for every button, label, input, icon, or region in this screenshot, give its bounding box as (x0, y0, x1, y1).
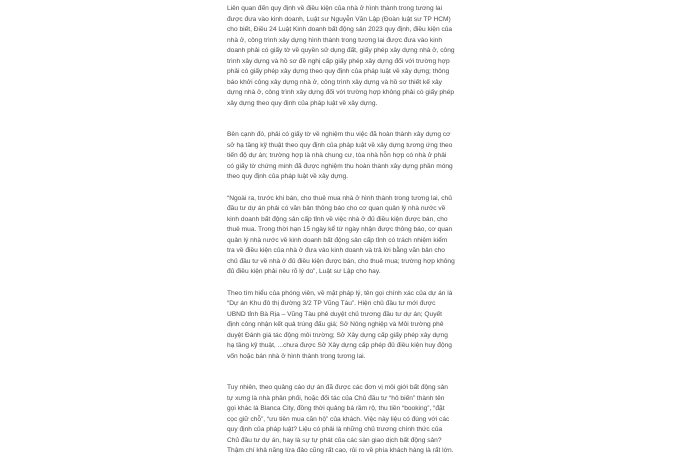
article-paragraph: Tuy nhiên, theo quảng cáo dự án đã được các đơn vị môi giới bất động sản tự xưng là nhà phân phối, hoặc đối tác của Chủ đầu tư “hô biến” thành tên gọi khác là Blanca City, đồng thời quảng bá rầm rộ, thu tiền “booking”, “đặt cọc giữ chỗ”, “ưu tiên mua căn hộ” của khách. Việc này liệu có đúng với các quy định của pháp luật? Liệu có phải là những chủ trương chính thức của Chủ đầu tư dự án, hay là sự tự phát của các sàn giao dịch bất động sản? Thậm chí khả năng lừa đảo cũng rất cao, rủi ro về phía khách hàng là rất lớn. (227, 384, 454, 454)
article-paragraph: Bên cạnh đó, phải có giấy tờ về nghiệm thu việc đã hoàn thành xây dựng cơ sở hạ tầng kỹ thuật theo quy định của pháp luật về xây dựng tương ứng theo tiến độ dự án; trường hợp là nhà chung cư, tòa nhà hỗn hợp có nhà ở phải có giấy tờ chứng minh đã được nghiệm thu hoàn thành xây dựng phần móng theo quy định của pháp luật về xây dựng. (227, 131, 453, 180)
article-body (227, 4, 455, 457)
paragraph-spacer (227, 109, 455, 130)
article-paragraph: Theo tìm hiểu của phóng viên, về mặt pháp lý, tên gọi chính xác của dự án là “Dự án Khu đô thị đường 3/2 TP Vũng Tàu”. Hiện chủ đầu tư mới được UBND tỉnh Bà Rịa – Vũng Tàu phê duyệt chủ trương đầu tư dự án; Quyết định công nhận kết quả trúng đấu giá; Sở Nông nghiệp và Môi trường phê duyệt Đánh giá tác động môi trường; Sở Xây dựng cấp giấy phép xây dựng hạ tầng kỹ thuật, ...chưa được Sở Xây dựng cấp phép đủ điều kiện huy động vốn hoặc bán nhà ở hình thành trong tương lai. (227, 289, 453, 360)
paragraph-spacer (227, 278, 455, 289)
paragraph-spacer (227, 362, 455, 383)
paragraph-spacer (227, 183, 455, 194)
article-paragraph: “Ngoài ra, trước khi bán, cho thuê mua nhà ở hình thành trong tương lai, chủ đầu tư dự án phải có văn bản thông báo cho cơ quan quản lý nhà nước về kinh doanh bất động sản cấp tỉnh về việc nhà ở đủ điều kiện được bán, cho thuê mua. Trong thời hạn 15 ngày kể từ ngày nhận được thông báo, cơ quan quản lý nhà nước về kinh doanh bất động sản cấp tỉnh có trách nhiệm kiểm tra về điều kiện của nhà ở đưa vào kinh doanh và trả lời bằng văn bản cho chủ đầu tư về nhà ở đủ điều kiện được bán, cho thuê mua; trường hợp không đủ điều kiện phải nêu rõ lý do”, Luật sư Lập cho hay. (227, 194, 455, 275)
article-paragraph: Liên quan đến quy định về điều kiện của nhà ở hình thành trong tương lai được đưa vào kinh doanh, Luật sư Nguyễn Văn Lập (Đoàn luật sư TP HCM) cho biết, Điều 24 Luật Kinh doanh bất động sản 2023 quy định, điều kiện của nhà ở, công trình xây dựng hình thành trong tương lai được đưa vào kinh doanh phải có giấy tờ về quyền sử dụng đất, giấy phép xây dựng nhà ở, công trình xây dựng và hồ sơ đề nghị cấp giấy phép xây dựng đối với trường hợp phải có giấy phép xây dựng theo quy định của pháp luật về xây dựng; thông báo khởi công xây dựng nhà ở, công trình xây dựng và hồ sơ thiết kế xây dựng nhà ở, công trình xây dựng đối với trường hợp không phải có giấy phép xây dựng theo quy định của pháp luật về xây dựng. (227, 5, 455, 107)
